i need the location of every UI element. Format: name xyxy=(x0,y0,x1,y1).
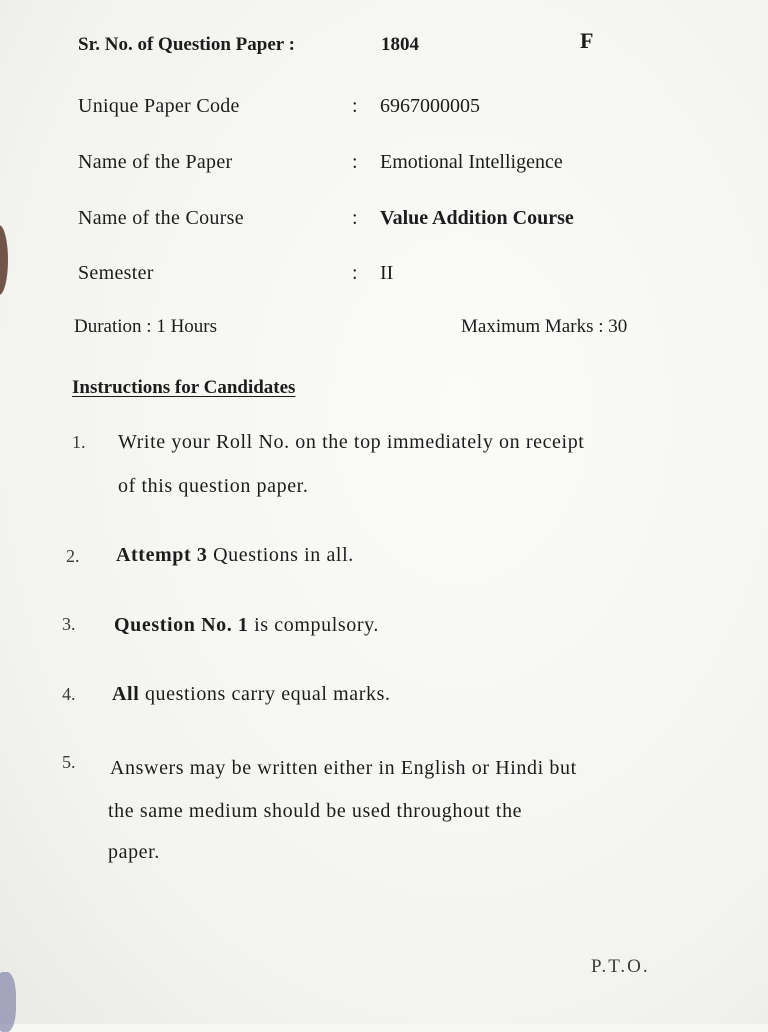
please-turn-over: P.T.O. xyxy=(591,956,650,977)
instruction-text: paper. xyxy=(108,841,160,863)
instruction-number: 5. xyxy=(62,752,76,772)
course-name-label: Name of the Course xyxy=(78,207,244,229)
instruction-number: 4. xyxy=(62,684,76,704)
duration: Duration : 1 Hours xyxy=(74,316,218,337)
instruction-rest: is compulsory. xyxy=(248,614,380,636)
edge-shadow xyxy=(0,972,16,1032)
instruction-number: 1. xyxy=(72,432,86,452)
colon: : xyxy=(352,151,358,173)
serial-number-label: Sr. No. of Question Paper : xyxy=(78,34,295,55)
colon: : xyxy=(352,262,358,284)
serial-number-value: 1804 xyxy=(381,34,419,55)
colon: : xyxy=(352,207,358,229)
instruction-emphasis: Question No. 1 xyxy=(114,614,249,636)
instructions-heading: Instructions for Candidates xyxy=(72,377,296,398)
instruction-text: Write your Roll No. on the top immediately on receipt xyxy=(118,431,585,453)
set-code: F xyxy=(580,28,594,53)
instruction-text xyxy=(112,683,391,706)
instruction-rest: questions carry equal marks. xyxy=(139,683,391,705)
semester-value: II xyxy=(380,262,394,284)
instruction-text xyxy=(114,614,379,637)
maximum-marks: Maximum Marks : 30 xyxy=(461,316,628,337)
instruction-text xyxy=(116,544,354,567)
paper-name-label: Name of the Paper xyxy=(78,151,233,173)
instruction-emphasis: All xyxy=(112,683,140,705)
instruction-text: the same medium should be used throughout the xyxy=(108,800,523,822)
instruction-emphasis: Attempt 3 xyxy=(116,544,208,566)
instruction-number: 2. xyxy=(66,546,80,566)
paper-name-value: Emotional Intelligence xyxy=(380,151,563,173)
instruction-text: Answers may be written either in English or Hindi but xyxy=(110,757,577,779)
instruction-number: 3. xyxy=(62,614,76,634)
instruction-text: of this question paper. xyxy=(118,475,309,497)
colon: : xyxy=(352,95,358,117)
paper-code-value: 6967000005 xyxy=(380,95,480,117)
instruction-rest: Questions in all. xyxy=(207,544,354,566)
paper-code-label: Unique Paper Code xyxy=(78,95,240,117)
semester-label: Semester xyxy=(78,262,154,284)
course-name-value: Value Addition Course xyxy=(380,207,574,229)
